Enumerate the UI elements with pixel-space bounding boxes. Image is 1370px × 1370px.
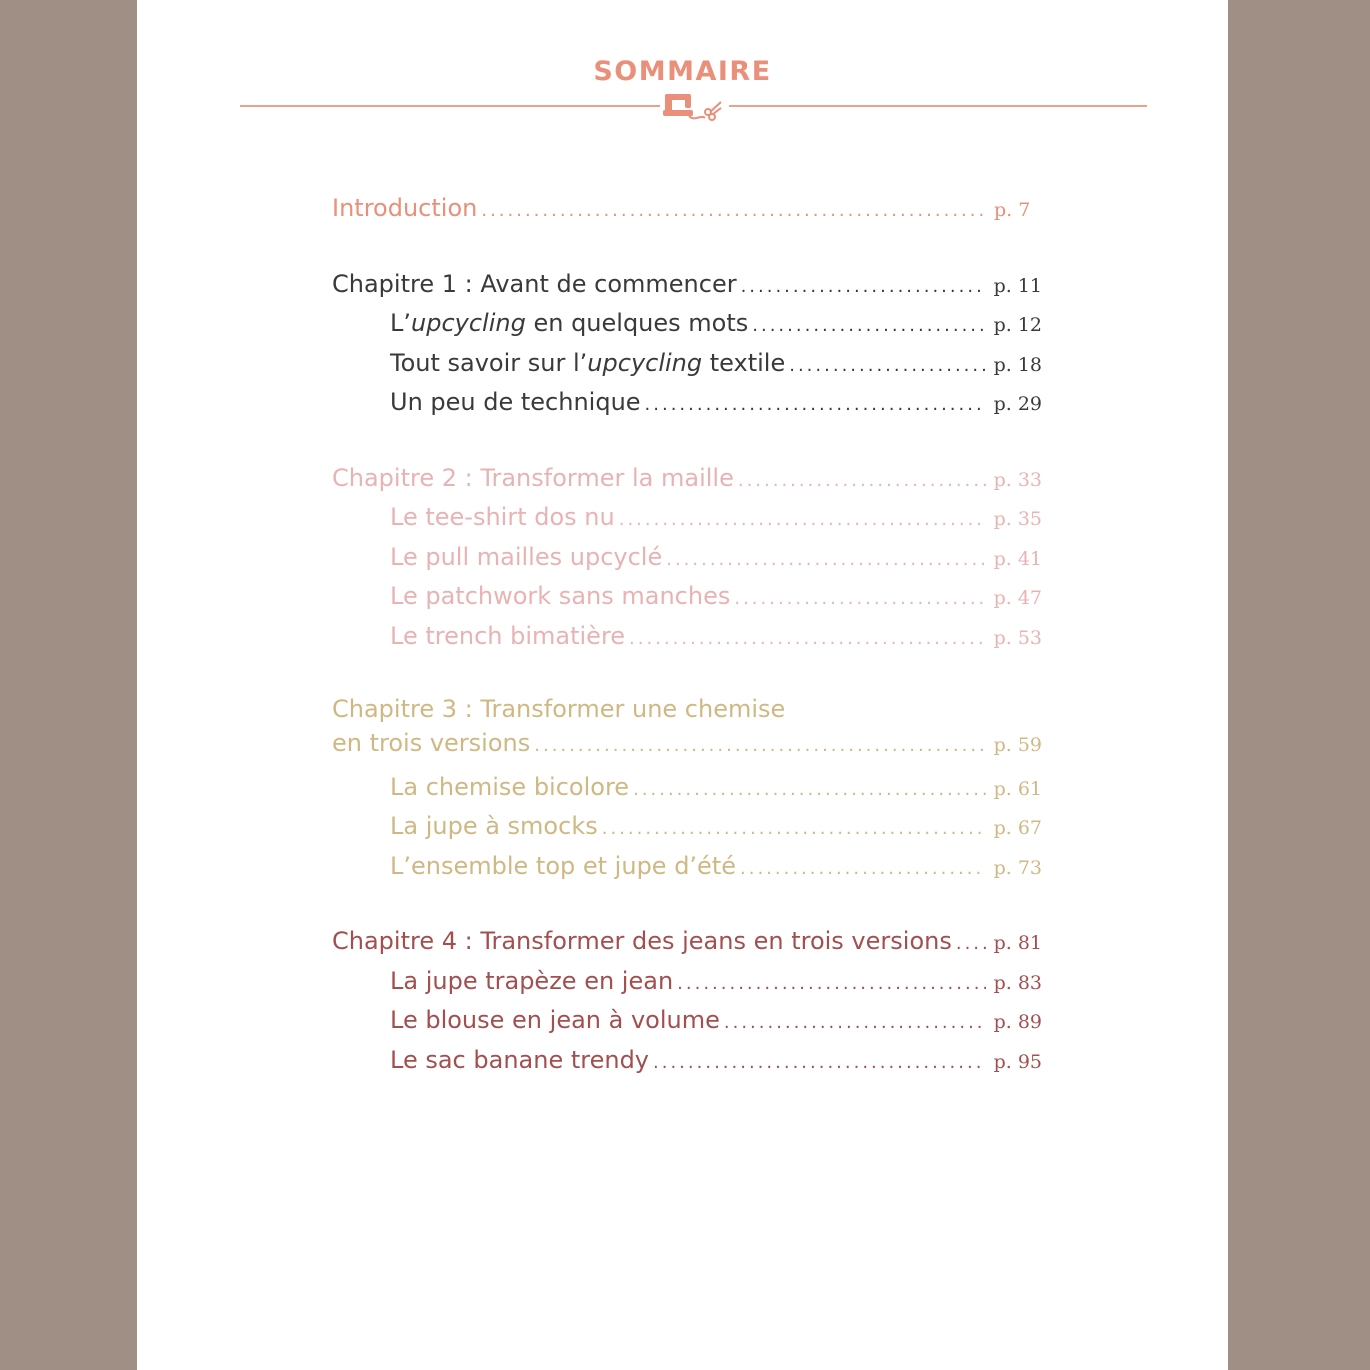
dot-leader	[481, 193, 986, 230]
toc-page-number: p. 35	[993, 508, 1042, 530]
toc-entry-label: La jupe trapèze en jean	[390, 966, 674, 995]
toc-entry[interactable]	[332, 1002, 1042, 1042]
toc-chapter-3[interactable]	[332, 725, 1042, 765]
toc-entry[interactable]	[332, 305, 1042, 345]
dot-leader	[534, 728, 985, 765]
dot-leader	[789, 348, 985, 385]
toc-chapter-2[interactable]	[332, 460, 1042, 500]
toc-chapter-1-group	[332, 266, 1042, 424]
dot-leader	[741, 269, 986, 306]
toc-page-number: p. 59	[993, 734, 1042, 756]
dot-leader	[602, 811, 986, 848]
toc-page-number: p. 41	[993, 547, 1042, 570]
dot-leader	[629, 621, 986, 658]
toc-entry-label: La jupe à smocks	[390, 812, 598, 840]
toc-chapter-3-label-line1[interactable]: Chapitre 3 : Transformer une chemise	[332, 695, 786, 723]
title-rule-left	[240, 105, 660, 107]
toc-entry-label: L’ensemble top et jupe d’été	[390, 851, 736, 880]
toc-intro-group	[332, 190, 1042, 230]
toc-entry[interactable]	[332, 848, 1042, 888]
page-title: SOMMAIRE	[593, 56, 772, 87]
dot-leader	[666, 542, 985, 579]
toc-entry-label: Le tee-shirt dos nu	[390, 503, 615, 531]
toc-entry[interactable]	[332, 499, 1042, 539]
toc-entry[interactable]	[332, 769, 1042, 809]
toc-entry-label: Un peu de technique	[390, 388, 641, 416]
toc-chapter-1[interactable]	[332, 266, 1042, 306]
toc-chapter-label: Chapitre 2 : Transformer la maille	[332, 463, 734, 492]
dot-leader	[752, 308, 985, 345]
toc-page-number: p. 83	[993, 971, 1042, 994]
toc-entry-label: Le patchwork sans manches	[390, 582, 731, 610]
dot-leader	[619, 502, 986, 539]
toc-entry-label: Le trench bimatière	[390, 621, 626, 650]
toc-entry-label: L’upcycling en quelques mots	[390, 309, 749, 337]
toc-page-number: p. 29	[993, 393, 1042, 415]
toc-entry[interactable]	[332, 578, 1042, 618]
dot-leader	[677, 966, 985, 1003]
toc-chapter-label: Chapitre 1 : Avant de commencer	[332, 269, 737, 298]
toc-chapter-2-group	[332, 460, 1042, 658]
toc-page-number: p. 18	[993, 353, 1042, 376]
toc-page-number: p. 95	[993, 1050, 1042, 1073]
toc-page-number: p. 7	[994, 199, 1031, 221]
dot-leader	[724, 1005, 986, 1042]
book-page	[137, 0, 1228, 1370]
toc-entry-label: Introduction	[332, 194, 478, 222]
toc-page-number: p. 89	[993, 1011, 1042, 1033]
toc-chapter-4[interactable]	[332, 923, 1042, 963]
toc-chapter-label: en trois versions	[332, 729, 531, 757]
toc-entry[interactable]	[332, 808, 1042, 848]
toc-page-number: p. 12	[993, 314, 1042, 336]
toc-entry-introduction[interactable]	[332, 190, 1042, 230]
dot-leader	[645, 387, 986, 424]
title-rule-right	[729, 105, 1147, 107]
toc-chapter-3-group	[332, 693, 1042, 887]
toc-page-number: p. 33	[993, 468, 1042, 491]
toc-entry-label: Le sac banane trendy	[390, 1045, 650, 1074]
toc-entry-label: La chemise bicolore	[390, 772, 630, 801]
dot-leader	[653, 1045, 986, 1082]
toc-entry[interactable]	[332, 384, 1042, 424]
dot-leader	[956, 926, 986, 963]
toc-page-number: p. 53	[993, 626, 1042, 649]
toc-page-number: p. 81	[993, 932, 1042, 954]
table-of-contents	[332, 190, 1042, 1117]
sewing-machine-scissors-icon	[661, 88, 727, 128]
toc-entry-label: Le pull mailles upcyclé	[390, 542, 663, 571]
toc-entry[interactable]	[332, 539, 1042, 579]
toc-chapter-4-group	[332, 923, 1042, 1081]
dot-leader	[734, 581, 985, 618]
page-header	[137, 56, 1228, 87]
dot-leader	[738, 463, 986, 500]
toc-entry-label: Le blouse en jean à volume	[390, 1006, 720, 1034]
toc-page-number: p. 11	[993, 274, 1042, 297]
dot-leader	[633, 772, 986, 809]
toc-chapter-label: Chapitre 4 : Transformer des jeans en trois versions	[332, 927, 952, 955]
toc-page-number: p. 47	[993, 587, 1042, 609]
toc-entry[interactable]	[332, 618, 1042, 658]
toc-page-number: p. 73	[993, 856, 1042, 879]
toc-entry-label: Tout savoir sur l’upcycling textile	[390, 348, 786, 377]
toc-entry[interactable]	[332, 345, 1042, 385]
toc-entry[interactable]	[332, 963, 1042, 1003]
toc-page-number: p. 61	[993, 777, 1042, 800]
toc-entry[interactable]	[332, 1042, 1042, 1082]
toc-page-number: p. 67	[993, 817, 1042, 839]
dot-leader	[740, 851, 986, 888]
